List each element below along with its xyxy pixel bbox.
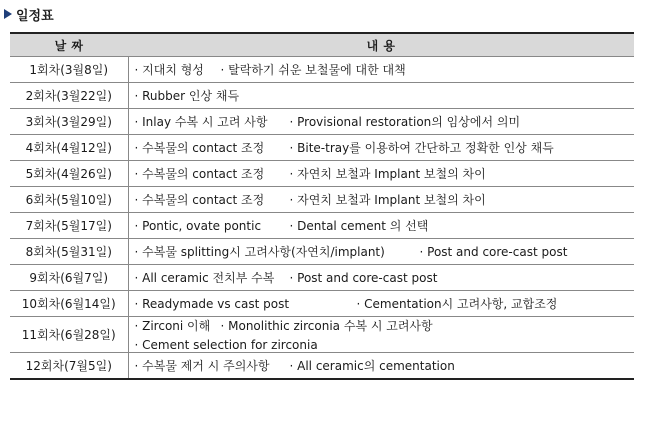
topic-item: · Post and core-cast post: [289, 270, 438, 285]
heading-text: 일정표: [16, 8, 54, 24]
topic-item: · Zirconi 이해: [134, 319, 211, 333]
session-content: [128, 187, 634, 213]
content-line: [135, 191, 629, 208]
content-line: [135, 243, 629, 260]
table-row: [10, 317, 634, 353]
session-content: [128, 83, 634, 109]
topic-item: · Provisional restoration의 임상에서 의미: [289, 115, 521, 129]
topic-item: · 수복물의 contact 조정: [134, 141, 265, 155]
session-date: 9회차(6월7일): [10, 265, 128, 291]
content-line: [135, 317, 629, 334]
table-row: [10, 135, 634, 161]
topic-item: · Post and core-cast post: [419, 244, 568, 259]
topic-item: · Cement selection for zirconia: [134, 338, 318, 352]
topic-item: · 지대치 형성: [134, 63, 204, 77]
session-date: 12회차(7월5일): [10, 353, 128, 380]
session-content: [128, 353, 634, 380]
topic-item: · Dental cement 의 선택: [289, 219, 429, 233]
session-content: [128, 265, 634, 291]
session-content: [128, 291, 634, 317]
session-date: 5회차(4월26일): [10, 161, 128, 187]
topic-item: · Pontic, ovate pontic: [134, 218, 262, 233]
content-line: [135, 269, 629, 286]
header-content: 내 용: [128, 33, 634, 57]
table-row: [10, 291, 634, 317]
topic-item: · Readymade vs cast post: [134, 296, 290, 311]
table-row: [10, 353, 634, 380]
session-date: 6회차(5월10일): [10, 187, 128, 213]
session-date: 3회차(3월29일): [10, 109, 128, 135]
table-row: [10, 57, 634, 83]
topic-item: · 수복물 splitting시 고려사항(자연치/implant): [134, 245, 385, 259]
session-content: [128, 135, 634, 161]
topic-item: · Cementation시 고려사항, 교합조정: [356, 297, 558, 311]
session-content: [128, 57, 634, 83]
session-date: 10회차(6월14일): [10, 291, 128, 317]
content-line: [135, 217, 629, 234]
topic-item: · 수복물의 contact 조정: [134, 193, 265, 207]
topic-item: · All ceramic의 cementation: [289, 359, 455, 373]
content-line: [135, 295, 629, 312]
content-line: [135, 87, 629, 104]
schedule-table: [10, 32, 634, 380]
topic-item: · Rubber 인상 채득: [134, 89, 240, 103]
session-date: 4회차(4월12일): [10, 135, 128, 161]
session-content: [128, 213, 634, 239]
table-row: [10, 239, 634, 265]
table-row: [10, 83, 634, 109]
table-row: [10, 187, 634, 213]
topic-item: · 수복물의 contact 조정: [134, 167, 265, 181]
content-line: [135, 357, 629, 374]
topic-item: · 자연치 보철과 Implant 보철의 차이: [289, 193, 486, 207]
topic-item: · Bite-tray를 이용하여 간단하고 정확한 인상 채득: [289, 141, 554, 155]
table-row: [10, 161, 634, 187]
topic-item: · 탈락하기 쉬운 보철물에 대한 대책: [220, 63, 406, 77]
session-date: 2회차(3월22일): [10, 83, 128, 109]
session-content: [128, 239, 634, 265]
session-date: 11회차(6월28일): [10, 317, 128, 353]
content-line: [135, 165, 629, 182]
session-date: 8회차(5월31일): [10, 239, 128, 265]
header-row: [10, 33, 634, 57]
topic-item: · 수복물 제거 시 주의사항: [134, 359, 270, 373]
topic-item: · All ceramic 전치부 수복: [134, 271, 275, 285]
session-content: [128, 161, 634, 187]
table-row: [10, 109, 634, 135]
topic-item: · 자연치 보철과 Implant 보철의 차이: [289, 167, 486, 181]
schedule-heading: [4, 4, 54, 24]
content-line: [135, 61, 629, 78]
content-line: [135, 113, 629, 130]
session-content: [128, 317, 634, 353]
topic-item: · Inlay 수복 시 고려 사항: [134, 115, 268, 129]
table-row: [10, 213, 634, 239]
header-date: 날 짜: [10, 33, 128, 57]
triangle-bullet-icon: [4, 9, 12, 19]
content-line: [135, 338, 629, 352]
session-content: [128, 109, 634, 135]
topic-item: · Monolithic zirconia 수복 시 고려사항: [220, 319, 433, 333]
content-line: [135, 139, 629, 156]
table-row: [10, 265, 634, 291]
session-date: 7회차(5월17일): [10, 213, 128, 239]
session-date: 1회차(3월8일): [10, 57, 128, 83]
